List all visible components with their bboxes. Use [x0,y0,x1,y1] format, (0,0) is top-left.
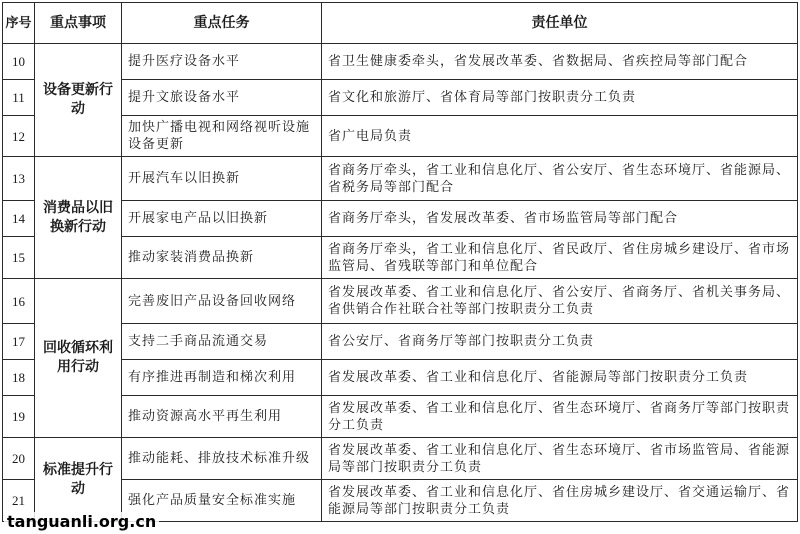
site-watermark: tanguanli.org.cn [4,512,159,532]
unit-cell: 省商务厅牵头，省工业和信息化厅、省民政厅、省住房城乡建设厅、省市场监管局、省残联等部门和单位配合 [322,237,798,279]
row-number: 10 [3,44,35,80]
table-row [3,396,798,438]
category-cell: 标准提升行动 [35,438,122,522]
category-cell: 设备更新行动 [35,44,122,157]
row-number: 18 [3,360,35,396]
header-item: 重点事项 [35,3,122,44]
row-number: 12 [3,116,35,157]
table-row [3,201,798,237]
task-cell: 提升文旅设备水平 [122,80,322,116]
task-cell: 强化产品质量安全标准实施 [122,480,322,522]
row-number: 15 [3,237,35,279]
row-number: 21 [3,480,35,522]
task-cell: 加快广播电视和网络视听设施设备更新 [122,116,322,157]
unit-cell: 省发展改革委、省工业和信息化厅、省能源局等部门按职责分工负责 [322,360,798,396]
task-cell: 支持二手商品流通交易 [122,324,322,360]
unit-cell: 省公安厅、省商务厅等部门按职责分工负责 [322,324,798,360]
table-row [3,324,798,360]
table-row [3,438,798,480]
row-number: 17 [3,324,35,360]
task-cell: 推动家装消费品换新 [122,237,322,279]
task-cell: 推动资源高水平再生利用 [122,396,322,438]
unit-cell: 省文化和旅游厅、省体育局等部门按职责分工负责 [322,80,798,116]
unit-cell: 省发展改革委、省工业和信息化厅、省生态环境厅、省商务厅等部门按职责分工负责 [322,396,798,438]
row-number: 13 [3,157,35,201]
task-cell: 开展汽车以旧换新 [122,157,322,201]
unit-cell: 省发展改革委、省工业和信息化厅、省生态环境厅、省市场监管局、省能源局等部门按职责分工负责 [322,438,798,480]
table-row [3,360,798,396]
task-cell: 有序推进再制造和梯次利用 [122,360,322,396]
unit-cell: 省商务厅牵头，省工业和信息化厅、省公安厅、省生态环境厅、省能源局、省税务局等部门配合 [322,157,798,201]
task-cell: 完善废旧产品设备回收网络 [122,279,322,324]
responsibility-table [2,2,798,522]
row-number: 16 [3,279,35,324]
category-cell: 回收循环利用行动 [35,279,122,438]
header-task: 重点任务 [122,3,322,44]
unit-cell: 省卫生健康委牵头，省发展改革委、省数据局、省疾控局等部门配合 [322,44,798,80]
task-cell: 开展家电产品以旧换新 [122,201,322,237]
category-cell: 消费品以旧换新行动 [35,157,122,279]
unit-cell: 省发展改革委、省工业和信息化厅、省住房城乡建设厅、省交通运输厅、省能源局等部门按职责分工负责 [322,480,798,522]
task-cell: 提升医疗设备水平 [122,44,322,80]
table-row [3,44,798,80]
row-number: 19 [3,396,35,438]
table-row [3,237,798,279]
unit-cell: 省广电局负责 [322,116,798,157]
table-header-row [3,3,798,44]
table-row [3,157,798,201]
task-cell: 推动能耗、排放技术标准升级 [122,438,322,480]
row-number: 20 [3,438,35,480]
unit-cell: 省商务厅牵头，省发展改革委、省市场监管局等部门配合 [322,201,798,237]
table-row [3,116,798,157]
table-row [3,279,798,324]
row-number: 14 [3,201,35,237]
unit-cell: 省发展改革委、省工业和信息化厅、省公安厅、省商务厅、省机关事务局、省供销合作社联合社等部门按职责分工负责 [322,279,798,324]
row-number: 11 [3,80,35,116]
header-no: 序号 [3,3,35,44]
header-unit: 责任单位 [322,3,798,44]
table-row [3,80,798,116]
